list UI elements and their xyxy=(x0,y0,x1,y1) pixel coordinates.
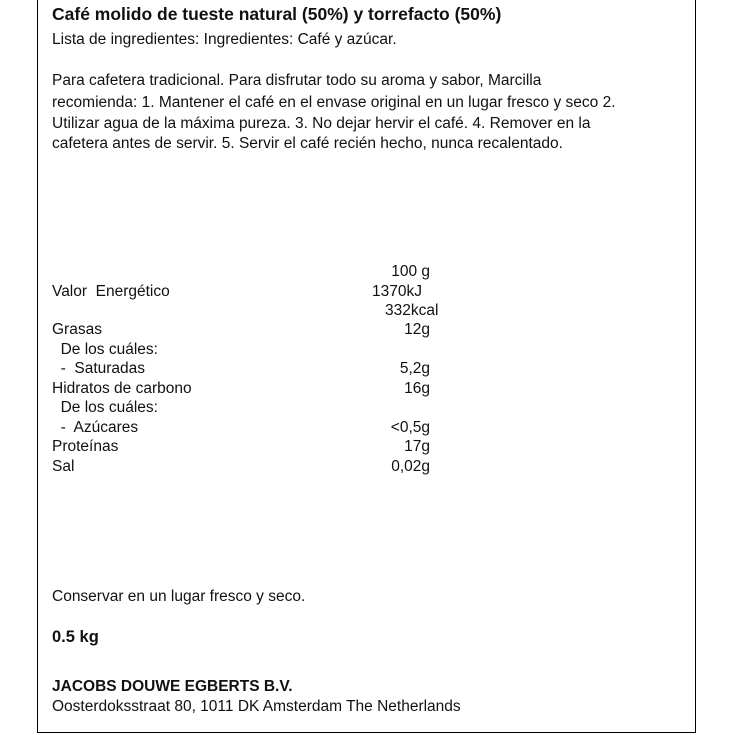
nutrition-value-energy-kcal: 332kcal xyxy=(385,302,439,319)
ingredients-line: Lista de ingredientes: Ingredientes: Café y azúcar. xyxy=(52,31,397,48)
nutrition-value-sugars: <0,5g xyxy=(390,419,430,436)
nutrition-label-fat: Grasas xyxy=(52,321,102,338)
net-weight: 0.5 kg xyxy=(52,628,99,646)
storage-text: Conservar en un lugar fresco y seco. xyxy=(52,588,306,605)
product-title: Café molido de tueste natural (50%) y torrefacto (50%) xyxy=(52,4,502,24)
company-address: Oosterdoksstraat 80, 1011 DK Amsterdam The Netherlands xyxy=(52,698,461,715)
nutrition-value-salt: 0,02g xyxy=(391,458,430,475)
nutrition-label-energy: Valor Energético xyxy=(52,283,170,300)
nutrition-header: 100 g xyxy=(391,263,430,280)
nutrition-label-protein: Proteínas xyxy=(52,438,119,455)
nutrition-value-carbs: 16g xyxy=(404,380,430,397)
nutrition-label-salt: Sal xyxy=(52,458,75,475)
preparation-line-2: recomienda: 1. Mantener el café en el envase original en un lugar fresco y seco 2. xyxy=(52,94,616,111)
preparation-line-4: cafetera antes de servir. 5. Servir el café recién hecho, nunca recalentado. xyxy=(52,135,563,152)
preparation-line-1: Para cafetera tradicional. Para disfrutar todo su aroma y sabor, Marcilla xyxy=(52,72,542,89)
preparation-line-3: Utilizar agua de la máxima pureza. 3. No dejar hervir el café. 4. Remover en la xyxy=(52,115,591,132)
nutrition-label-saturated: - Saturadas xyxy=(52,360,146,377)
nutrition-value-energy-kj: 1370kJ xyxy=(372,283,422,300)
nutrition-label-carbs: Hidratos de carbono xyxy=(52,380,192,397)
nutrition-label-carbs-sub: De los cuáles: xyxy=(52,399,158,416)
nutrition-value-fat: 12g xyxy=(404,321,430,338)
nutrition-label-sugars: - Azúcares xyxy=(52,419,139,436)
nutrition-value-protein: 17g xyxy=(404,438,430,455)
nutrition-value-saturated: 5,2g xyxy=(399,360,430,377)
nutrition-label-fat-sub: De los cuáles: xyxy=(52,341,158,358)
company-name: JACOBS DOUWE EGBERTS B.V. xyxy=(52,678,293,695)
